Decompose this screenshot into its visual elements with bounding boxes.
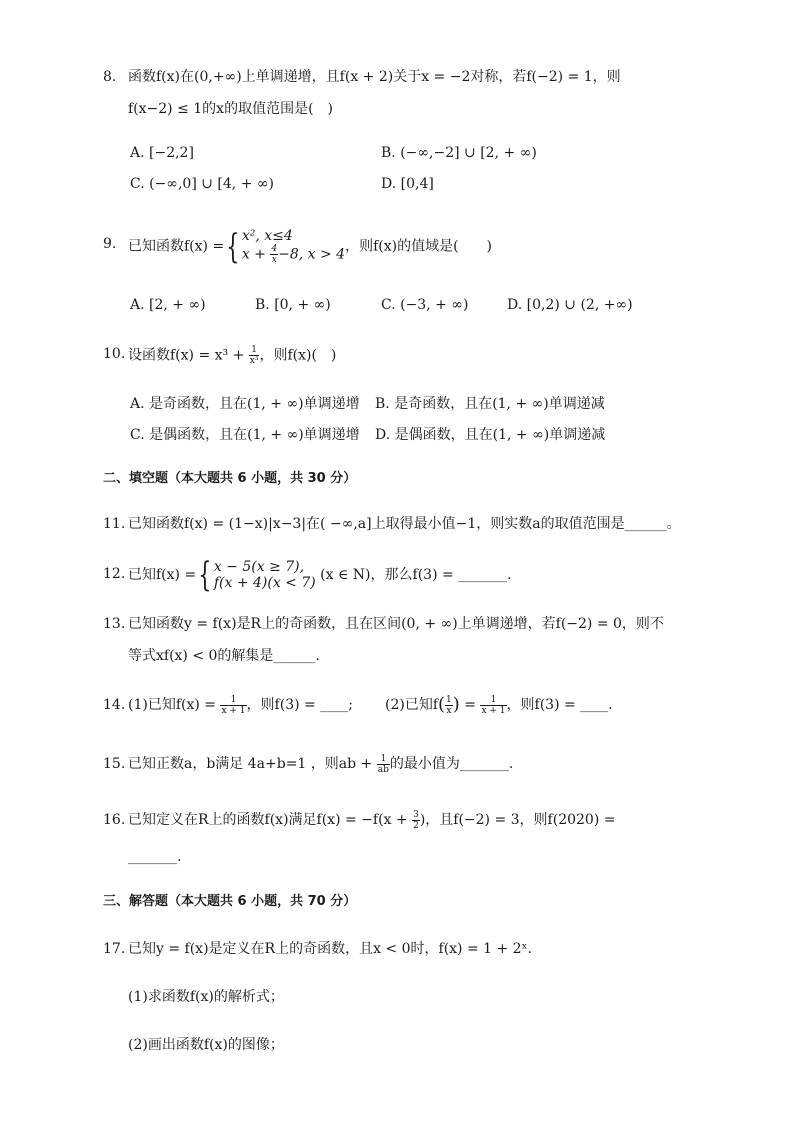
- question-text: 已知y = f(x)是定义在R上的奇函数，且x < 0时，f(x) = 1 + 2ˣ.: [128, 941, 532, 957]
- question-text: f(x−2) ≤ 1的x的取值范围是( ): [128, 101, 333, 117]
- brace: {: [198, 555, 212, 595]
- option-d[interactable]: D. [0,4]: [381, 176, 434, 192]
- question-text: 函数f(x)在(0,+∞)上单调递增，且f(x + 2)关于x = −2对称，若f(−2) = 1，则: [128, 69, 621, 85]
- question-text: 已知函数f(x) ={ x², x≤4 x + $\frac{4}{x}$ −8, x > 4 ，则f(x)的值域是( ): [128, 226, 493, 267]
- answer-blank: _______.: [128, 849, 182, 865]
- question-text: 已知f(x) ={ x − 5(x ≥ 7), f(x + 4)(x < 7) (x ∈ N)，那么f(3) = _______.: [128, 555, 512, 595]
- option-a[interactable]: A. 是奇函数，且在(1, + ∞)单调递增: [130, 396, 360, 412]
- option-b[interactable]: B. [0, + ∞): [255, 297, 331, 313]
- question-number: 14.: [103, 697, 126, 713]
- option-b[interactable]: B. 是奇函数，且在(1, + ∞)单调递减: [375, 396, 605, 412]
- section-title: 三、解答题（本大题共 6 小题，共 70 分）: [103, 894, 357, 909]
- option-c[interactable]: C. 是偶函数，且在(1, + ∞)单调递增: [130, 427, 360, 443]
- question-number: 13.: [103, 616, 126, 632]
- question-number: 9.: [103, 236, 117, 252]
- question-text: 等式xf(x) < 0的解集是______.: [128, 648, 320, 664]
- question-text: 已知定义在R上的函数f(x)满足f(x) = −f(x + $\frac{3}{2}$ )，且f(−2) = 3，则f(2020) =: [128, 809, 616, 831]
- question-number: 10.: [103, 346, 126, 362]
- question-text: 已知函数y = f(x)是R上的奇函数，且在区间(0, + ∞)上单调递增，若f(−2) = 0，则不: [128, 616, 664, 632]
- question-number: 8.: [103, 69, 117, 85]
- piecewise-cases: x², x≤4 x + $\frac{4}{x}$ −8, x > 4: [241, 228, 346, 265]
- option-c[interactable]: C. (−∞,0] ∪ [4, + ∞): [130, 176, 274, 192]
- option-a[interactable]: A. [−2,2]: [130, 145, 194, 161]
- question-text: 已知正数a，b满足 4a+b=1 ，则ab + $\frac{1}{ab}$ 的最小值为_______.: [128, 753, 514, 775]
- question-number: 16.: [103, 812, 126, 828]
- piecewise-cases: x − 5(x ≥ 7), f(x + 4)(x < 7): [213, 559, 316, 591]
- section-title: 二、填空题（本大题共 6 小题，共 30 分）: [103, 471, 357, 486]
- option-c[interactable]: C. (−3, + ∞): [381, 297, 469, 313]
- option-d[interactable]: D. 是偶函数，且在(1, + ∞)单调递减: [375, 427, 606, 443]
- question-text: 设函数f(x) = x³ + $\frac{1}{\text{x³}}$ ，则f(x)( ): [128, 345, 337, 366]
- sub-question: (2)画出函数f(x)的图像；: [128, 1037, 284, 1053]
- sub-question: (1)求函数f(x)的解析式；: [128, 989, 284, 1005]
- question-number: 15.: [103, 756, 126, 772]
- option-d[interactable]: D. [0,2) ∪ (2, +∞): [507, 297, 633, 313]
- question-part-1: (1)已知f(x) = $\frac{1}{x + 1}$ ，则f(3) = ____;: [128, 694, 353, 716]
- option-a[interactable]: A. [2, + ∞): [130, 297, 206, 313]
- question-text: 已知函数f(x) = (1−x)|x−3|在( −∞,a]上取得最小值−1，则实数a的取值范围是______。: [128, 516, 681, 532]
- question-number: 17.: [103, 941, 126, 957]
- question-number: 12.: [103, 566, 126, 582]
- question-part-2: (2)已知f( $\frac{1}{x}$ ) = $\frac{1}{x + 1}$ ，则f(3) = ____.: [385, 694, 613, 716]
- brace: {: [226, 226, 240, 267]
- question-number: 11.: [103, 516, 126, 532]
- option-b[interactable]: B. (−∞,−2] ∪ [2, + ∞): [381, 145, 537, 161]
